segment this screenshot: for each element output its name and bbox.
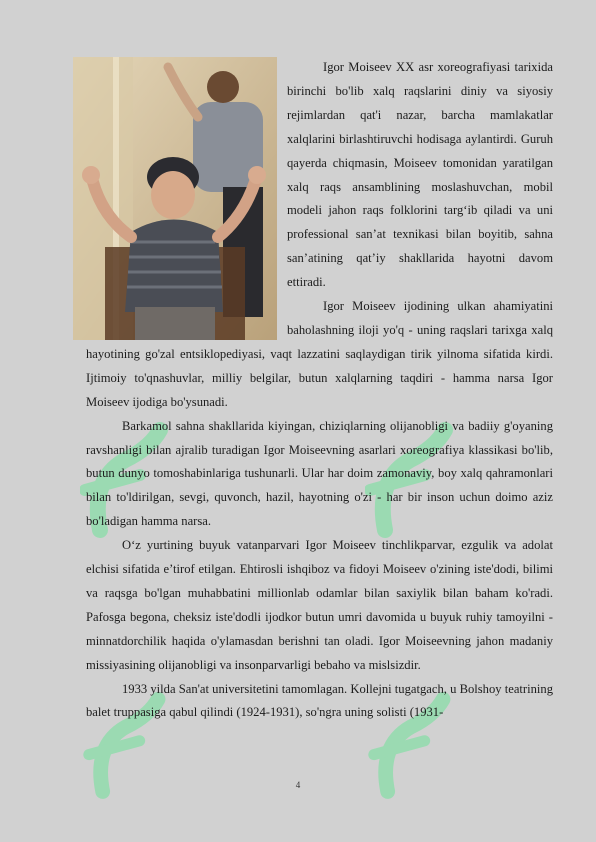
paragraph: Igor Moiseev ijodining ulkan ahamiyatini baholashning iloji yo'q - uning raqslari tarixga xalq hayotining go'zal entsiklopediyasi, vaqt lazzatini saqlaydigan tirik yilnoma sifatida kirdi. Ijtimoiy to'qnashuvlar, milliy belgilar, butun xalqlarning taqdiri - hamma narsa Igor Moiseev ijodiga bo'ysunadi. [86, 299, 553, 409]
page-number: 4 [295, 780, 301, 790]
paragraph: 1933 yilda San'at universitetini tamomlagan. Kollejni tugatgach, u Bolshoy teatrining balet truppasiga qabul qilindi (1924-1931), so'ngra uning solisti (1931- [86, 681, 553, 720]
paragraph: O‘z yurtining buyuk vatanparvari Igor Moiseev tinchlikparvar, ezgulik va adolat elchisi sifatida e’tirof etilgan. Ehtirosli ishqiboz va fidoyi Moiseev o'zining iste'dodi, bilimi va raqsga bo'lgan muhabbatini millionlab odamlar bilan saxiylik bilan baham ko'radi. Pafosga begona, cheksiz iste'dodli ijodkor butun umri davomida u buyuk ruhiy tamoyilni - minnatdorchilik haqida o'ylamasdan berishni tan oladi. Igor Moiseevning jahon madaniy missiyasining olijanobligi va insonparvarligi bebaho va mislsizdir. [86, 538, 553, 672]
portrait-photo [73, 57, 277, 340]
paragraph: Barkamol sahna shakllarida kiyingan, chiziqlarning olijanobligi va badiiy g'oyaning ravshanligi bilan ajralib turadigan Igor Moiseevning asarlari xoreografiya klassikasi bo'lib, butun dunyo tomoshabinlariga tushunarli. Ular har doim zamonaviy, boy xalq qahramonlari bilan to'ldirilgan, sevgi, quvonch, hazil, hayotning o'zi - har bir inson uchun doimo aziz bo'ladigan hamma narsa. [86, 418, 553, 529]
document-body [86, 56, 553, 725]
paragraph: Igor Moiseev XX asr xoreografiyasi tarixida birinchi bo'lib xalq raqslarini diniy va siyosiy rejimlardan qat'i nazar, barcha mamlakatlar xalqlarini birlashtiruvchi hodisaga aylantirdi. Guruh qayerda chiqmasin, Moiseev tomonidan yaratilgan xalq raqs ansamblining moslashuvchan, mobil modeli jahon raqs folklorini targ‘ib qiladi va uni professional san’at texnikasi bilan boyitib, sahna san’atining qat’iy shakllarida hayotni davom ettiradi. [287, 60, 553, 290]
